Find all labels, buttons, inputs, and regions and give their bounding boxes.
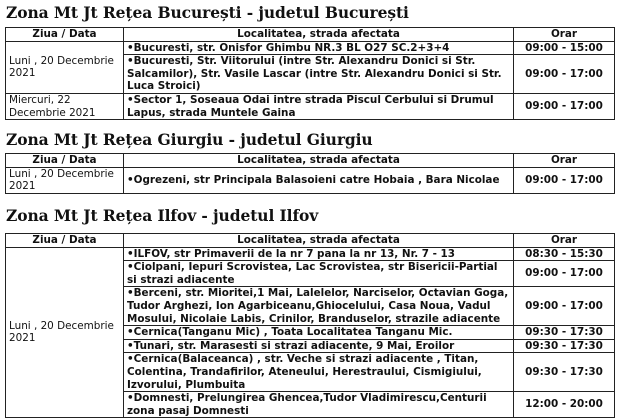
header-time: Orar xyxy=(514,154,615,168)
section-title-giurgiu: Zona Mt Jt Rețea Giurgiu - judetul Giurgiu xyxy=(6,130,373,149)
header-date: Ziua / Data xyxy=(6,234,124,248)
time-cell: 09:00 - 17:00 xyxy=(514,93,615,119)
time-cell: 09:00 - 17:00 xyxy=(514,261,615,287)
time-cell: 08:30 - 15:30 xyxy=(514,247,615,261)
time-cell: 09:00 - 17:00 xyxy=(514,167,615,193)
time-cell: 09:00 - 15:00 xyxy=(514,41,615,55)
table-header-row xyxy=(6,154,615,168)
header-street: Localitatea, strada afectata xyxy=(124,154,514,168)
table-header-row xyxy=(6,234,615,248)
table-row xyxy=(6,247,615,261)
section-title-ilfov: Zona Mt Jt Rețea Ilfov - judetul Ilfov xyxy=(6,206,319,225)
outage-table-ilfov xyxy=(5,233,615,418)
date-cell: Luni , 20 Decembrie 2021 xyxy=(6,247,124,418)
table-row xyxy=(6,41,615,55)
street-cell: •Ogrezeni, str Principala Balasoieni catre Hobaia , Bara Nicolae xyxy=(124,167,514,193)
table-row xyxy=(6,93,615,119)
table-header-row xyxy=(6,28,615,42)
header-date: Ziua / Data xyxy=(6,28,124,42)
outage-table-bucuresti xyxy=(5,27,615,120)
street-cell: •Domnesti, Prelungirea Ghencea,Tudor Vladimirescu,Centurii zona pasaj Domnesti xyxy=(124,392,514,418)
date-cell: Miercuri, 22 Decembrie 2021 xyxy=(6,93,124,119)
outage-table-giurgiu xyxy=(5,153,615,194)
header-time: Orar xyxy=(514,28,615,42)
street-cell: •Ciolpani, Iepuri Scrovistea, Lac Scrovistea, str Bisericii-Partial si strazi adiacente xyxy=(124,261,514,287)
street-cell: •Cernica(Tanganu Mic) , Toata Localitatea Tanganu Mic. xyxy=(124,326,514,340)
header-street: Localitatea, strada afectata xyxy=(124,234,514,248)
time-cell: 09:00 - 17:00 xyxy=(514,287,615,326)
header-street: Localitatea, strada afectata xyxy=(124,28,514,42)
time-cell: 09:30 - 17:30 xyxy=(514,339,615,353)
date-cell: Luni , 20 Decembrie 2021 xyxy=(6,41,124,93)
header-time: Orar xyxy=(514,234,615,248)
table-row xyxy=(6,167,615,193)
section-title-bucuresti: Zona Mt Jt Rețea București - judetul București xyxy=(6,3,409,22)
street-cell: •ILFOV, str Primaverii de la nr 7 pana la nr 13, Nr. 7 - 13 xyxy=(124,247,514,261)
street-cell: •Berceni, str. Mioritei,1 Mai, Lalelelor, Narciselor, Octavian Goga, Tudor Arghezi, Ion Agarbiceanu,Ghiocelului, Casa Noua, Vadul Mosului, Nicolaie Labis, Crinilor, Branduselor, strazile adiacente xyxy=(124,287,514,326)
time-cell: 09:00 - 17:00 xyxy=(514,55,615,94)
street-cell: •Cernica(Balaceanca) , str. Veche si strazi adiacente , Titan, Colentina, Trandafirilor, Ateneului, Herestraului, Cismigiului, Izvorului, Plumbuita xyxy=(124,353,514,392)
time-cell: 09:30 - 17:30 xyxy=(514,326,615,340)
street-cell: •Sector 1, Soseaua Odai intre strada Piscul Cerbului si Drumul Lapus, strada Muntele Gaina xyxy=(124,93,514,119)
time-cell: 09:30 - 17:30 xyxy=(514,353,615,392)
header-date: Ziua / Data xyxy=(6,154,124,168)
street-cell: •Bucuresti, Str. Viitorului (intre Str. Alexandru Donici si Str. Salcamilor), Str. Vasile Lascar (intre Str. Alexandru Donici si Str. Luca Stroici) xyxy=(124,55,514,94)
time-cell: 12:00 - 20:00 xyxy=(514,392,615,418)
date-cell: Luni , 20 Decembrie 2021 xyxy=(6,167,124,193)
street-cell: •Bucuresti, str. Onisfor Ghimbu NR.3 BL O27 SC.2+3+4 xyxy=(124,41,514,55)
street-cell: •Tunari, str. Marasesti si strazi adiacente, 9 Mai, Eroilor xyxy=(124,339,514,353)
